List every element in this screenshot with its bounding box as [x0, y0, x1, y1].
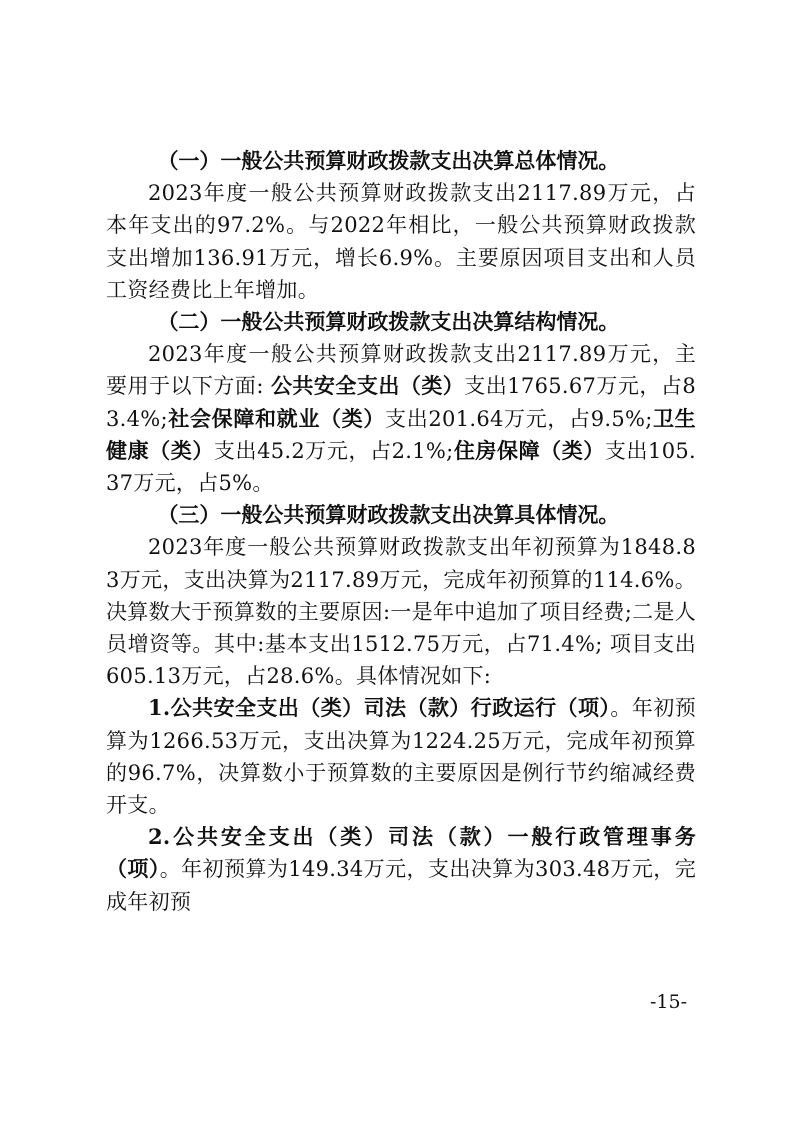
- item-1-text: 。年初预算为1266.53万元，支出决算为1224.25万元，完成年初预算的96.7%，决算数小于预算数的主要原因是例行节约缩减经费开支。: [106, 696, 696, 818]
- item-2-text: 。年初预算为149.34万元，支出决算为303.48万元，完成年初预: [106, 857, 696, 914]
- category-text-public-security: 支出1765.67万元，占83.4%;: [106, 374, 696, 431]
- section-1-heading: （一）一般公共预算财政拨款支出决算总体情况。: [157, 148, 620, 173]
- category-text-health: 支出45.2万元，占2.1%;: [213, 438, 454, 463]
- item-1-paragraph: [106, 692, 696, 821]
- document-body: [106, 145, 696, 918]
- section-3-paragraph: 2023年度一般公共预算财政拨款支出年初预算为1848.83万元，支出决算为2117.89万元，完成年初预算的114.6%。决算数大于预算数的主要原因:一是年中追加了项目经费;二是人员增资等。其中:基本支出1512.75万元，占71.4%; 项目支出605.13万元，占28.6%。具体情况如下:: [106, 535, 696, 689]
- category-name-public-security: 公共安全支出（类）: [270, 373, 465, 399]
- item-2-name: 2.公共安全支出（类）司法（款）一般行政管理事务（项）: [106, 824, 696, 882]
- page-number: -15-: [650, 991, 688, 1013]
- section-2-paragraph: [106, 338, 696, 499]
- category-name-health: 卫生健康（类）: [106, 405, 696, 463]
- item-2-paragraph: [106, 821, 696, 918]
- item-1-name: 1.公共安全支出（类）司法（款）行政运行（项）: [148, 695, 611, 721]
- section-2-intro: 2023年度一般公共预算财政拨款支出2117.89万元，主要用于以下方面:: [106, 342, 696, 399]
- section-3-heading: （三）一般公共预算财政拨款支出决算具体情况。: [157, 502, 620, 528]
- section-2-heading: （二）一般公共预算财政拨款支出决算结构情况。: [157, 309, 620, 335]
- category-name-social-security: 社会保障和就业（类）: [167, 405, 386, 431]
- category-text-housing: 支出105.37万元，占5%。: [106, 438, 697, 496]
- category-name-housing: 住房保障（类）: [453, 437, 605, 463]
- section-1-paragraph: 2023年度一般公共预算财政拨款支出2117.89万元，占本年支出的97.2%。与2022年相比，一般公共预算财政拨款支出增加136.91万元，增长6.9%。主要原因项目支出和人员工资经费比上年增加。: [106, 181, 696, 302]
- category-text-social-security: 支出201.64万元，占9.5%;: [385, 406, 653, 431]
